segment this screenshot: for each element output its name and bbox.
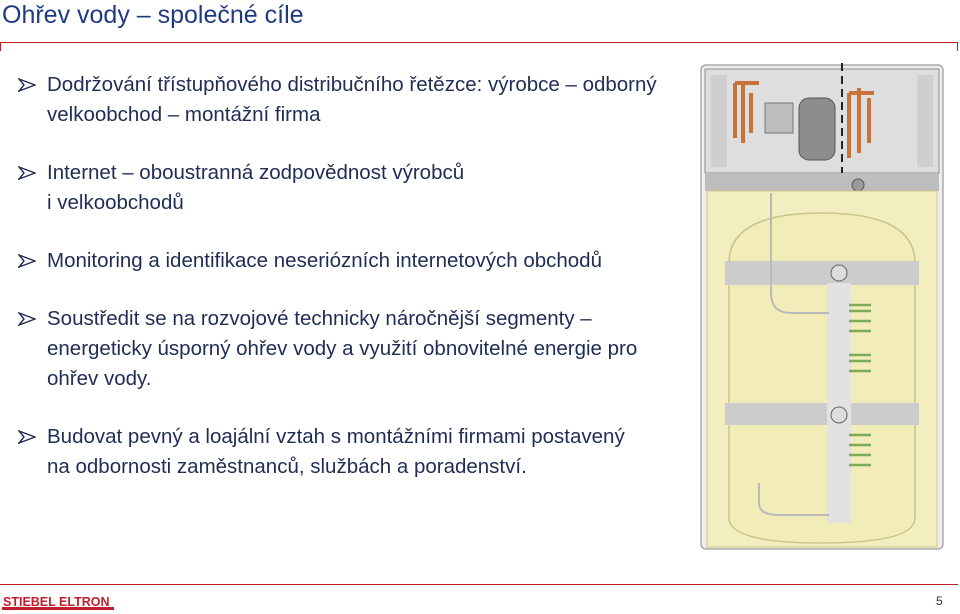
bullet-item <box>18 70 698 130</box>
vent-panel-right <box>917 75 933 167</box>
heat-pump-water-heater-illustration <box>699 63 945 551</box>
arrowhead-bullet-icon <box>18 312 36 326</box>
footer-divider <box>0 584 958 585</box>
vent-panel-left <box>711 75 727 167</box>
tank-band-upper <box>725 261 919 285</box>
arrowhead-bullet-icon <box>18 166 36 180</box>
bullet-item <box>18 422 698 482</box>
bullet-text: Monitoring a identifikace neseriózních internetových obchodů <box>47 249 602 272</box>
bullet-text: Dodržování třístupňového distribučního řetězce: výrobce – odborný velkoobchod – montážní firma <box>47 73 657 126</box>
bullet-text: Budovat pevný a loajální vztah s montážními firmami postavený na odbornosti zaměstnanců, službách a poradenství. <box>47 425 625 478</box>
compressor <box>799 98 835 160</box>
page-title: Ohřev vody – společné cíle <box>2 1 304 29</box>
divider-tick-right <box>957 42 958 51</box>
separator-band <box>705 173 939 191</box>
upper-port <box>831 265 847 281</box>
arrowhead-bullet-icon <box>18 254 36 268</box>
bullet-text: Soustředit se na rozvojové technicky náročnější segmenty – energeticky úsporný ohřev vody a využití obnovitelné energie pro ohřev vody. <box>47 307 638 390</box>
bullet-item <box>18 304 698 394</box>
title-divider <box>0 42 958 43</box>
arrowhead-bullet-icon <box>18 430 36 444</box>
divider-tick-left <box>0 42 1 51</box>
arrowhead-bullet-icon <box>18 78 36 92</box>
bullet-item <box>18 158 698 218</box>
inlet-fitting <box>852 179 864 191</box>
logo-text: STIEBEL ELTRON <box>3 595 110 609</box>
bullet-list <box>18 70 698 510</box>
internal-pipe-column <box>827 283 851 523</box>
tank-band-lower <box>725 403 919 425</box>
lower-port <box>831 407 847 423</box>
page-number: 5 <box>936 594 943 608</box>
control-unit <box>765 103 793 133</box>
stiebel-eltron-logo <box>2 594 114 610</box>
bullet-item <box>18 246 698 276</box>
bullet-text: Internet – oboustranná zodpovědnost výrobců i velkoobchodů <box>47 161 465 214</box>
